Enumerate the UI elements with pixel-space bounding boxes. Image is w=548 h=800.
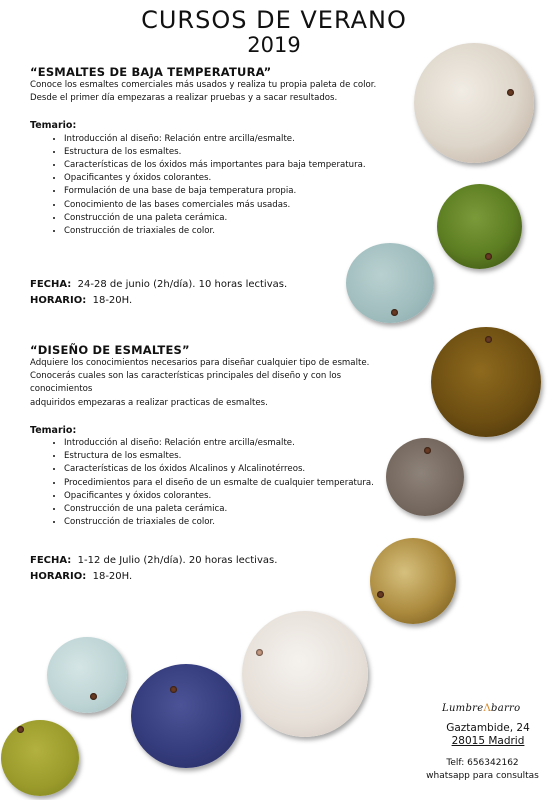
syllabus-item: • Estructura de los esmaltes. xyxy=(64,450,390,463)
page-year: 2019 xyxy=(247,33,301,57)
address xyxy=(433,722,543,748)
glaze-sample-taupe xyxy=(386,438,464,516)
syllabus-item: • Construcción de triaxiales de color. xyxy=(64,225,390,238)
date-value: 24-28 de junio (2h/día). 10 horas lectivas. xyxy=(77,279,288,290)
syllabus-item: • Características de los óxidos más importantes para baja temperatura. xyxy=(64,159,390,172)
lumbre-barro-logo xyxy=(442,703,520,714)
glaze-sample-brown xyxy=(431,327,541,437)
course-2-syllabus-label: Temario: xyxy=(30,424,77,436)
course-2-date xyxy=(30,553,277,569)
course-1-syllabus-label: Temario: xyxy=(30,120,77,132)
syllabus-item: • Construcción de una paleta cerámica. xyxy=(64,503,390,516)
glaze-sample-light-blue xyxy=(346,243,434,323)
syllabus-item: • Opacificantes y óxidos colorantes. xyxy=(64,172,390,185)
address-city: 28015 Madrid xyxy=(451,735,525,747)
page-title: CURSOS DE VERANO xyxy=(141,6,407,34)
course-1-time xyxy=(30,293,287,309)
glaze-sample-pale-turquoise xyxy=(47,637,127,713)
syllabus-item: • Introducción al diseño: Relación entre arcilla/esmalte. xyxy=(64,437,390,450)
course-2 xyxy=(30,343,390,529)
syllabus-item: • Introducción al diseño: Relación entre arcilla/esmalte. xyxy=(64,133,390,146)
logo-text-left: Lumbre xyxy=(442,703,484,714)
time-label: HORARIO: xyxy=(30,295,87,306)
course-1 xyxy=(30,65,390,238)
syllabus-item: • Estructura de los esmaltes. xyxy=(64,146,390,159)
intro-line: Adquiere los conocimientos necesarios para diseñar cualquier tipo de esmalte. xyxy=(30,358,370,368)
course-1-syllabus xyxy=(30,133,390,239)
phone-number: Telf: 656342162 xyxy=(446,758,519,768)
time-label: HORARIO: xyxy=(30,571,87,582)
date-value: 1-12 de Julio (2h/día). 20 horas lectivas. xyxy=(77,555,278,566)
flame-icon: Λ xyxy=(483,703,491,714)
course-2-time xyxy=(30,569,277,585)
intro-line: Desde el primer día empezaras a realizar pruebas y a sacar resultados. xyxy=(30,93,338,104)
time-value: 18-20H. xyxy=(92,571,133,582)
course-1-meta xyxy=(30,277,287,309)
syllabus-item: • Procedimientos para el diseño de un esmalte de cualquier temperatura. xyxy=(64,477,390,490)
whatsapp-note: whatsapp para consultas xyxy=(426,771,539,781)
syllabus-item: • Formulación de una base de baja temperatura propia. xyxy=(64,185,390,198)
syllabus-item: • Opacificantes y óxidos colorantes. xyxy=(64,490,390,503)
intro-line: Conoce los esmaltes comerciales más usados y realiza tu propia paleta de color. xyxy=(30,80,377,90)
glaze-sample-cobalt xyxy=(131,664,241,768)
course-2-title: “DISEÑO DE ESMALTES” xyxy=(30,343,190,357)
contact-phone xyxy=(420,757,545,783)
glaze-sample-white-crackle xyxy=(242,611,368,737)
course-1-title: “ESMALTES DE BAJA TEMPERATURA” xyxy=(30,65,272,79)
glaze-sample-amber xyxy=(370,538,456,624)
syllabus-item: • Construcción de una paleta cerámica. xyxy=(64,212,390,225)
date-label: FECHA: xyxy=(30,555,72,566)
syllabus-item: • Conocimiento de las bases comerciales más usadas. xyxy=(64,199,390,212)
date-label: FECHA: xyxy=(30,279,72,290)
course-1-intro xyxy=(30,79,390,105)
intro-line: Conocerás cuales son las características principales del diseño y con los conocimientos xyxy=(30,371,342,395)
syllabus-item: • Construcción de triaxiales de color. xyxy=(64,516,390,529)
time-value: 18-20H. xyxy=(92,295,133,306)
course-2-intro xyxy=(30,357,390,410)
course-2-syllabus xyxy=(30,437,390,529)
glaze-sample-cream xyxy=(414,43,534,163)
glaze-sample-olive xyxy=(1,720,79,796)
course-1-date xyxy=(30,277,287,293)
syllabus-item: • Características de los óxidos Alcalinos y Alcalinotérreos. xyxy=(64,463,390,476)
course-2-meta xyxy=(30,553,277,585)
logo-text-right: barro xyxy=(491,703,521,714)
glaze-sample-green xyxy=(437,184,522,269)
address-street: Gaztambide, 24 xyxy=(446,722,530,734)
intro-line: adquiridos empezaras a realizar practicas de esmaltes. xyxy=(30,397,268,408)
